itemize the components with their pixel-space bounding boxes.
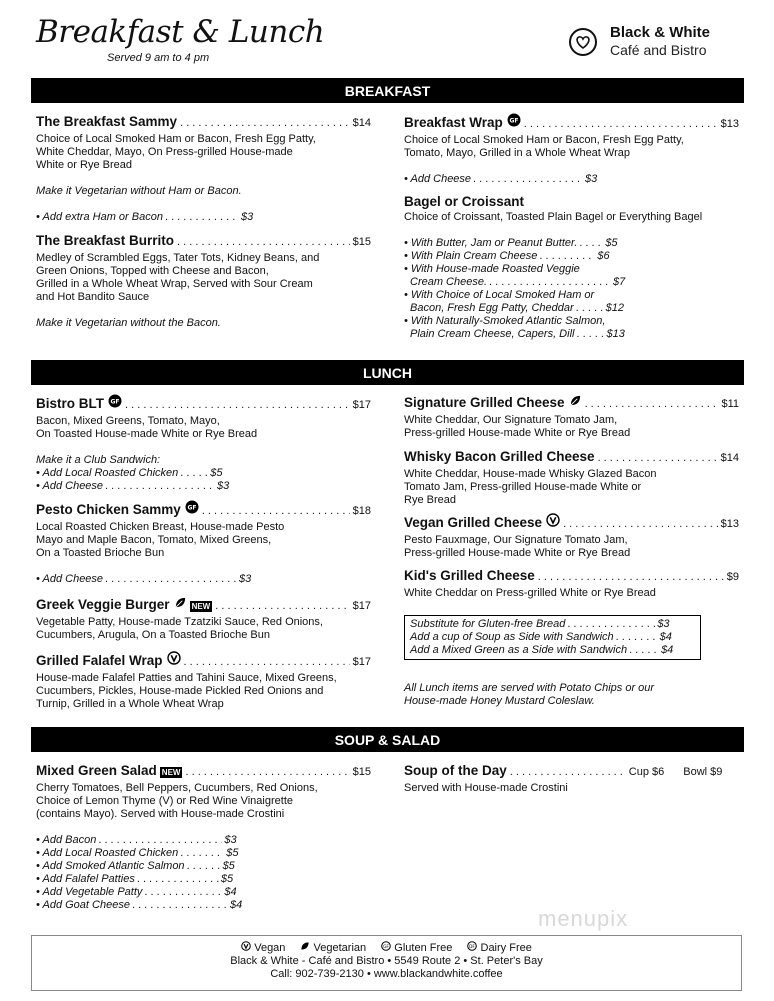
item-description: Choice of Local Smoked Ham or Bacon, Fresh Egg Patty, Tomato, Mayo, Grilled in a Whole Wheat Wrap	[404, 134, 684, 159]
option-price: $4	[229, 899, 243, 911]
menu-item-whisky-bacon-grilled-cheese	[404, 448, 739, 507]
item-price: $15	[352, 236, 371, 248]
item-price: $18	[352, 505, 371, 517]
menu-item-breakfast-sammy	[36, 113, 371, 224]
v-circle-icon	[167, 651, 181, 665]
watermark: menupix	[538, 906, 629, 931]
item-description: White Cheddar, Our Signature Tomato Jam, Press-grilled House-made White or Rye Bread	[404, 414, 631, 439]
option-price: $7	[613, 276, 626, 288]
leaf-icon	[174, 596, 187, 609]
heart-cup-logo-icon	[568, 27, 598, 57]
svg-text:DF: DF	[469, 944, 476, 950]
leaf-icon	[569, 394, 582, 407]
option-label: • Add Local Roasted Chicken	[36, 847, 179, 859]
item-name: Breakfast Wrap	[404, 115, 503, 130]
item-description: Local Roasted Chicken Breast, House-made Pesto Mayo and Maple Bacon, Tomato, Mixed Greens, On a Toasted Brioche Bun	[36, 521, 285, 559]
option-label: • With House-made Roasted Veggie	[404, 263, 580, 275]
menu-item-bistro-blt	[36, 394, 371, 493]
legend-vegetarian: Vegetarian	[313, 942, 367, 954]
item-note: Make it Vegetarian without the Bacon.	[36, 317, 221, 329]
section-header-soup-salad: SOUP & SALAD	[31, 727, 744, 752]
item-description: Pesto Fauxmage, Our Signature Tomato Jam, Press-grilled House-made White or Rye Bread	[404, 534, 631, 559]
svg-text:GF: GF	[110, 398, 120, 406]
option-price: $4	[661, 644, 674, 656]
menu-item-grilled-falafel-wrap	[36, 651, 371, 711]
item-description: Medley of Scrambled Eggs, Tater Tots, Kidney Beans, and Green Onions, Topped with Cheese and Bacon, Grilled in a Whole Wheat Wrap, Served with Sour Cream and Hot Bandito Sauce	[36, 252, 320, 303]
option-price: $4	[659, 631, 672, 643]
menu-item-vegan-grilled-cheese	[404, 513, 739, 560]
item-description: Vegetable Patty, House-made Tzatziki Sauce, Red Onions, Cucumbers, Arugula, On a Toasted Brioche Bun	[36, 616, 323, 641]
menu-item-breakfast-wrap	[404, 113, 739, 186]
item-price: $11	[721, 398, 739, 410]
item-price: $17	[352, 600, 371, 612]
gf-circle-icon	[185, 500, 199, 514]
option-label: • With Choice of Local Smoked Ham or	[404, 289, 595, 301]
menu-title: Breakfast & Lunch	[36, 14, 325, 50]
option-label: • Add Local Roasted Chicken	[36, 467, 179, 479]
menu-footer	[31, 935, 742, 991]
legend-vegan: Vegan	[254, 942, 286, 954]
item-note: Make it a Club Sandwich:	[36, 454, 161, 466]
item-description: Choice of Local Smoked Ham or Bacon, Fresh Egg Patty, White Cheddar, Mayo, On Press-grilled House-made White or Rye Bread	[36, 133, 316, 171]
menu-item-bagel-croissant	[404, 193, 739, 341]
v-circle-icon	[241, 941, 251, 951]
option-label: Substitute for Gluten-free Bread	[410, 618, 566, 630]
svg-text:GF: GF	[383, 944, 390, 950]
item-price: $15	[352, 766, 371, 778]
option-price: $12	[605, 302, 625, 314]
option-label: • Add Bacon	[36, 834, 97, 846]
v-circle-icon	[546, 513, 560, 527]
option-label: • Add extra Ham or Bacon	[36, 211, 163, 223]
option-price: $6	[597, 250, 610, 262]
item-price: $9	[726, 571, 739, 583]
option-label: • Add Cheese	[404, 173, 472, 185]
option-price: $13	[606, 328, 625, 340]
item-price: $17	[352, 399, 371, 411]
item-name: Pesto Chicken Sammy	[36, 502, 181, 517]
option-price: $3	[239, 573, 252, 585]
option-label: • Add Smoked Atlantic Salmon	[36, 860, 185, 872]
soup-bowl-price: Bowl $9	[683, 766, 723, 778]
gf-circle-icon	[108, 394, 122, 408]
item-description: White Cheddar, House-made Whisky Glazed Bacon Tomato Jam, Press-grilled House-made White or Rye Bread	[404, 468, 657, 506]
option-label: • With Plain Cream Cheese	[404, 250, 538, 262]
option-price: $3	[240, 211, 254, 223]
item-name: The Breakfast Burrito	[36, 233, 175, 248]
df-circle-icon	[467, 941, 477, 951]
item-name: Signature Grilled Cheese	[404, 395, 565, 410]
section-header-lunch: LUNCH	[31, 360, 744, 385]
soup-cup-price: Cup $6	[628, 766, 665, 778]
option-price: $4	[224, 886, 237, 898]
gf-circle-icon	[507, 113, 521, 127]
option-label: Bacon, Fresh Egg Patty, Cheddar	[410, 302, 574, 314]
menu-item-mixed-green-salad	[36, 762, 371, 912]
option-price: $5	[605, 237, 618, 249]
item-description: White Cheddar on Press-grilled White or Rye Bread	[404, 587, 656, 599]
item-description: House-made Falafel Patties and Tahini Sauce, Mixed Greens, Cucumbers, Pickles, House-made Pickled Red Onions and Turnip, Grilled in a Whole Wheat Wrap	[36, 672, 337, 710]
option-label: • Add Goat Cheese	[36, 899, 130, 911]
option-label: • Add Cheese	[36, 480, 104, 492]
option-label: • Add Falafel Patties	[36, 873, 135, 885]
menu-item-pesto-chicken-sammy	[36, 500, 371, 586]
legend-gluten-free: Gluten Free	[394, 942, 453, 954]
item-name: Mixed Green Salad	[36, 763, 157, 778]
menu-item-kids-grilled-cheese	[404, 567, 739, 600]
brand-name: Black & White	[610, 24, 711, 41]
item-price: $14	[352, 117, 371, 129]
option-label: Cream Cheese.	[410, 276, 488, 288]
lunch-footnote: All Lunch items are served with Potato Chips or our House-made Honey Mustard Coleslaw.	[404, 682, 655, 707]
leaf-icon	[300, 941, 310, 951]
footer-contact: Call: 902-739-2130 • www.blackandwhite.coffee	[270, 968, 503, 980]
footer-address: Black & White - Café and Bistro • 5549 Route 2 • St. Peter's Bay	[230, 955, 543, 967]
item-price: $13	[720, 518, 739, 530]
svg-text:GF: GF	[509, 117, 519, 125]
item-name: Soup of the Day	[404, 763, 507, 778]
legend-dairy-free: Dairy Free	[480, 942, 532, 954]
new-badge: NEW	[161, 768, 181, 777]
option-price: $5	[226, 847, 239, 859]
option-price: $5	[210, 467, 223, 479]
section-header-breakfast: BREAKFAST	[31, 78, 744, 103]
item-name: The Breakfast Sammy	[36, 114, 178, 129]
item-price: $14	[720, 452, 739, 464]
menu-item-breakfast-burrito	[36, 232, 371, 330]
item-name: Grilled Falafel Wrap	[36, 653, 163, 668]
item-name: Bagel or Croissant	[404, 194, 525, 209]
option-label: Add a Mixed Green as a Side with Sandwich	[410, 644, 628, 656]
menu-subtitle: Served 9 am to 4 pm	[107, 52, 210, 64]
menu-item-greek-veggie-burger	[36, 596, 371, 642]
option-price: $5	[220, 873, 234, 885]
option-price: $5	[222, 860, 235, 872]
item-description: Choice of Croissant, Toasted Plain Bagel or Everything Bagel	[404, 211, 703, 223]
option-label: • With Butter, Jam or Peanut Butter.	[404, 237, 578, 249]
item-name: Kid's Grilled Cheese	[404, 568, 535, 583]
option-price: $3	[224, 834, 237, 846]
item-price: $13	[720, 118, 739, 130]
item-name: Bistro BLT	[36, 396, 104, 411]
option-label: • With Naturally-Smoked Atlantic Salmon,	[404, 315, 606, 327]
option-price: $3	[585, 173, 598, 185]
item-name: Vegan Grilled Cheese	[404, 515, 543, 530]
new-badge: NEW	[191, 602, 211, 611]
item-name: Whisky Bacon Grilled Cheese	[404, 449, 595, 464]
item-note: Make it Vegetarian without Ham or Bacon.	[36, 185, 242, 197]
item-description: Served with House-made Crostini	[404, 782, 568, 794]
option-label: Add a cup of Soup as Side with Sandwich	[410, 631, 614, 643]
option-price: $3	[657, 618, 670, 630]
gf-circle-icon	[381, 941, 391, 951]
menu-item-signature-grilled-cheese	[404, 394, 739, 440]
item-price: $17	[352, 656, 371, 668]
item-name: Greek Veggie Burger	[36, 597, 170, 612]
svg-text:GF: GF	[187, 504, 197, 512]
option-label: • Add Cheese	[36, 573, 104, 585]
item-description: Cherry Tomatoes, Bell Peppers, Cucumbers, Red Onions, Choice of Lemon Thyme (V) or Red Wine Vinaigrette (contains Mayo). Served with House-made Crostini	[36, 782, 318, 820]
item-description: Bacon, Mixed Greens, Tomato, Mayo, On Toasted House-made White or Rye Bread	[36, 415, 258, 440]
menu-item-soup-of-the-day	[404, 762, 744, 795]
option-label: Plain Cream Cheese, Capers, Dill	[410, 328, 575, 340]
option-price: $3	[217, 480, 230, 492]
dietary-legend	[32, 941, 741, 955]
sides-box	[404, 615, 701, 660]
brand-tagline: Café and Bistro	[610, 42, 707, 58]
option-label: • Add Vegetable Patty	[36, 886, 143, 898]
